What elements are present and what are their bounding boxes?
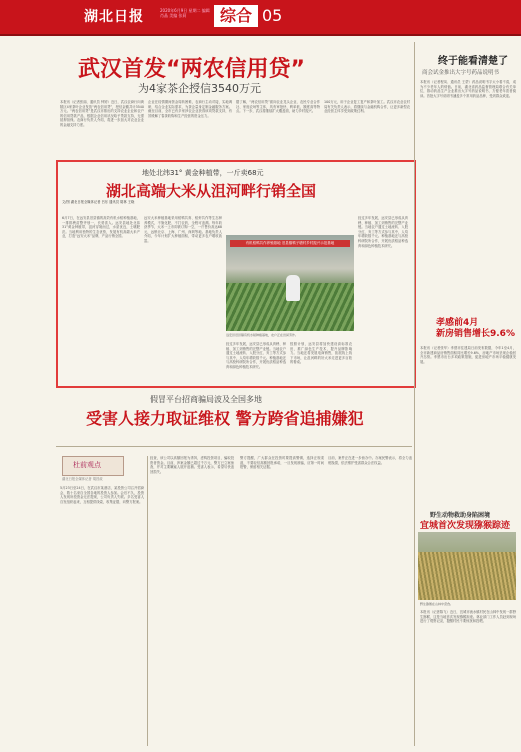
page-number: 05 (262, 6, 283, 25)
column-col-2: 经查，该公司以高额回报为诱饵，虚构投资项目，骗取投资者资金。目前，涉案金额已超过千万元，警方已立案侦查，并对主要嫌疑人展开追捕。受害人表示，希望尽快追回损失。 (150, 456, 234, 474)
lead-col-2: 企业在疫情期间资金周转困难，农商行主动对接，实地调研，结合企业实际需求，为茶企量身定制金融服务方案。截至目前，全市已有多家涉农企业获得该项贷款支持，有效缓解了春茶收购和生产经营的资金压力。 (148, 100, 232, 118)
photo-caption: 远安县旧县镇有机水稻种植基地，农户正在田间劳作。 (226, 333, 299, 337)
column-logo-text: 杜前观点 (73, 461, 101, 469)
right-headline-1: 终于能看清楚了 (438, 56, 508, 67)
lead-headline: 武汉首发“两农信用贷” (78, 57, 305, 82)
right-body-2: 本报讯（记者张华）孝感市住建局日前发布数据，今年1至4月，全市新建商品房销售面积同比增长9.6%，房地产市场呈现企稳回升态势。孝感市出台多项政策措施，促进房地产市场平稳健康发展。 (420, 346, 516, 364)
masthead-date: 2020年6月9日 星期二 编辑 肖晶 美编 张莉 (160, 8, 210, 18)
masthead-title: 湖北日报 (84, 9, 144, 25)
masthead (0, 0, 521, 34)
farmer-figure (286, 275, 300, 301)
section-name: 综合 (214, 5, 258, 27)
column-author: 湖北日报全媒体记者 胡昌政 (62, 477, 103, 481)
right-headline-3: 野生动物救助身陷困境 (430, 512, 491, 519)
column-col-1: 5月23日至24日，在武汉市某酒店，某投资公司召开招商会，数十名来自全国各地的投资人参加。会后不久，投资人发现所投资金无法提现，公司负责人失联。多名受害人自发组织起来，互相提供线索，收集证据，向警方报案。 (60, 486, 144, 504)
fraud-headline: 受害人接力取证维权 警方跨省追捕嫌犯 (86, 409, 364, 428)
wildlife-photo (418, 532, 516, 600)
photo-foliage (418, 552, 516, 600)
divider (56, 446, 412, 447)
feature-col-2: 远安大米种植基地采用稻鸭共育、稻虾共作等生态种养模式，不施化肥、不打农药，全程可追溯。每年收获季节，大米一上市即被订购一空，一斤售价高达68元，远销北京、上海、广州、深圳等地。基地负责人介绍，今年计划扩大种植面积，带动更多农户增收致富。 (144, 216, 222, 243)
divider (147, 456, 148, 746)
column-col-4: 目前，案件正在进一步侦办中。办案民警表示，将全力追赃挽损，依法维护受害群众合法权益。 (328, 456, 412, 465)
rice-field-photo (226, 235, 354, 331)
divider (414, 42, 415, 746)
lead-subhead: 为4家茶企授信3540万元 (138, 82, 261, 95)
feature-byline: 文/图 湖北日报全媒体记者 吕东 通讯员 胡林 王晓 (62, 200, 135, 204)
photo-banner: 有机稻鸭共作养殖基地 旧县镇鸭子塘村乡村振兴示范基地 (230, 240, 350, 247)
right-headline-2: 孝感前4月 新房销售增长9.6% (436, 318, 515, 339)
column-logo (62, 456, 124, 476)
right-subhead-3: 宜城首次发现猕猴踪迹 (420, 521, 511, 531)
right-subhead-1: 商会试金推出大字号药品说明书 (422, 70, 500, 76)
lead-col-4: 100万元，用于企业复工复产和茶叶加工。武汉市农业农村局有关负责人表示，将继续与金融机构合作，让更多新型农业经营主体享受到政策红利。 (324, 100, 410, 114)
feature-headline: 湖北高端大米从沮河畔行销全国 (106, 182, 317, 200)
lead-col-1: 本报讯（记者张丽、通讯员 钟婷）近日，武汉农商行向黄陂区4家茶叶企业发放“两农信用贷”，授信金额共计3540万元。“两农信用贷”是武汉市推出的支持农业企业和农户的信用贷款产品，根据企业信用状况给予贷款支持，无需抵押担保。农商行负责人介绍，将进一步加大对农业企业的金融支持力度。 (60, 100, 144, 127)
lead-col-3: 据了解，“两农信用贷”面向农业龙头企业、农民专业合作社、家庭农场等主体，具有审批快、利率低、额度高等特点。下一步，武汉将继续扩大覆盖面，助力乡村振兴。 (236, 100, 320, 114)
right-photo-caption: 野生猕猴在山林中觅食。 (420, 602, 454, 606)
masthead-rule (0, 34, 521, 36)
feature-kicker: 地处北纬31° 黄金种植带，一斤卖68元 (142, 169, 264, 177)
right-body-3: 本报讯（记者陈飞）近日，宜城市流水镇村民在山林中发现一群野生猕猴，这是当地首次发现猕猴踪迹。林业部门工作人员赶到现场进行了观察记录，提醒村民不要惊扰和投喂。 (420, 610, 516, 624)
column-col-3: 警方提醒，广大群众在投资时要提高警惕，选择正规渠道，不要轻信高额回报承诺，一旦发现被骗，应第一时间报警，保留相关证据。 (240, 456, 324, 470)
feature-col-4: 按照计划，远安县将加快建设高标准农田，推广绿色生产技术，提升品牌影响力。当地还将发展电商销售，拓展线上线下市场，让沮河畔的好大米走进更多百姓的餐桌。 (290, 342, 352, 365)
fraud-kicker: 假冒平台招商骗局波及全国多地 (150, 395, 262, 404)
feature-col-3: 经过多年发展，远安县已形成从育秧、种植、加工到销售的完整产业链。当地农户通过土地流转、入股分红、务工等方式参与其中，人均年增收数千元。种植基地还与高校科研院所合作，开展优质稻品种选育和绿色种植技术研究。 (226, 342, 286, 369)
feature-col-5: 经过多年发展，远安县已形成从育秧、种植、加工到销售的完整产业链。当地农户通过土地流转、入股分红、务工等方式参与其中，人均年增收数千元。种植基地还与高校科研院所合作，开展优质稻品种选育和绿色种植技术研究。 (358, 216, 408, 248)
feature-col-1: 6月7日，在远安县旧县镇的高效有机水稻种植基地，一排排秧苗整齐划一，长势喜人。远安县地处北纬31°黄金种植带，沮河穿境而过，水质优良，土壤肥沃。当地利用独特的生态优势，发展有机高端大米产业，打造“远安大米”品牌，产品行销全国。 (62, 216, 140, 239)
right-body-1: 本报讯（记者程凤、通讯员 王蒙）药品说明书字太小看不清，成为不少老年人的烦恼。日前，湖北省药品监督管理局联合有关单位，推动药品生产企业推出大字号药品说明书，方便老年患者阅读。首批大字号说明书涵盖多个常用药品品种，受到群众欢迎。 (420, 80, 516, 98)
